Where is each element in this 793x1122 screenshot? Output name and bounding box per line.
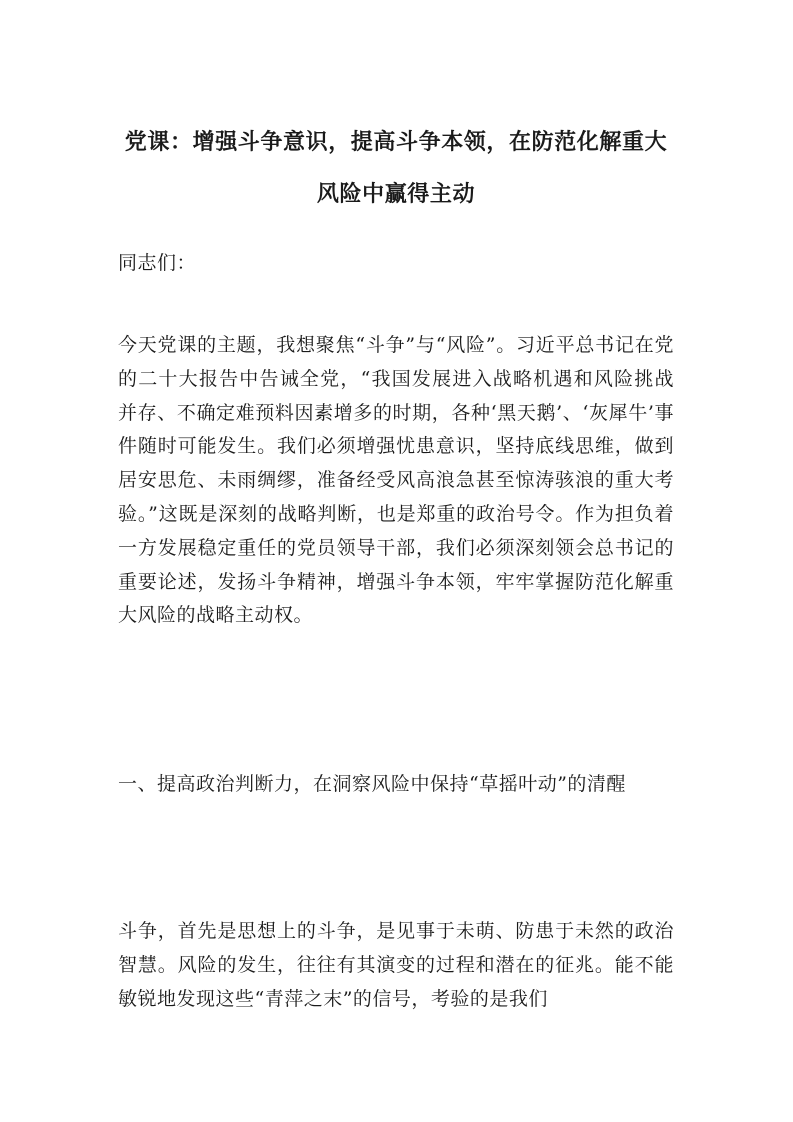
greeting-text: 同志们： bbox=[118, 252, 197, 274]
document-title: 党课：增强斗争意识，提高斗争本领，在防范化解重大风险中赢得主动 bbox=[124, 130, 668, 207]
body-paragraph: 斗争，首先是思想上的斗争，是见事于未萌、防患于未然的政治智慧。风险的发生，往往有其演变的过程和潜在的征兆。能不能敏锐地发现这些“青萍之末”的信号，考验的是我们 bbox=[118, 920, 674, 1010]
body-paragraph: 今天党课的主题，我想聚焦“斗争”与“风险”。习近平总书记在党的二十大报告中告诫全党，“我国发展进入战略机遇和风险挑战并存、不确定难预料因素增多的时期，各种‘黑天鹅’、‘灰犀牛’事件随时可能发生。我们必须增强忧患意识，坚持底线思维，做到居安思危、未雨绸缪，准备经受风高浪急甚至惊涛骇浪的重大考验。”这既是深刻的战略判断，也是郑重的政治号令。作为担负着一方发展稳定重任的党员领导干部，我们必须深刻领会总书记的重要论述，发扬斗争精神，增强斗争本领，牢牢掌握防范化解重大风险的战略主动权。 bbox=[118, 334, 674, 627]
section-heading: 一、提高政治判断力，在洞察风险中保持“草摇叶动”的清醒 bbox=[118, 773, 626, 795]
